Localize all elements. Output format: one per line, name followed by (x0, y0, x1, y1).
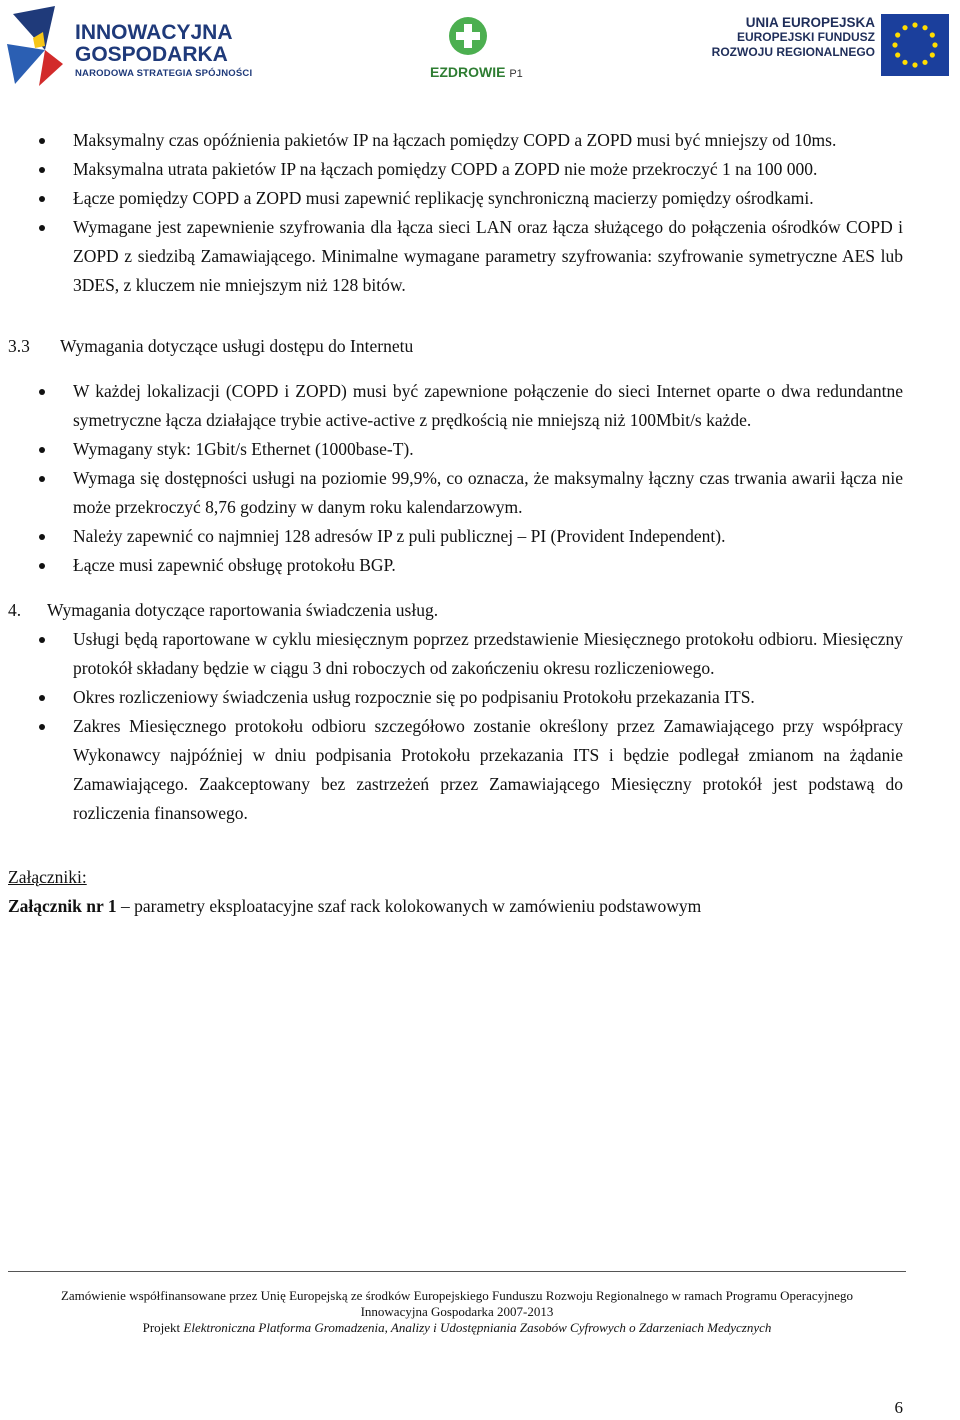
eu-logo-line3: ROZWOJU REGIONALNEGO (711, 45, 875, 59)
list-item (8, 184, 903, 213)
footer-line-2: Innowacyjna Gospodarka 2007-2013 (360, 1304, 554, 1319)
eu-star-icon (895, 52, 900, 57)
list-item-text: Wymagany styk: 1Gbit/s Ethernet (1000base-T). (73, 439, 414, 459)
list-item-text: Łącze pomiędzy COPD a ZOPD musi zapewnić replikację synchroniczną macierzy pomiędzy ośrodkami. (73, 188, 814, 208)
eu-star-icon (895, 32, 900, 37)
eu-logo-line2: EUROPEJSKI FUNDUSZ (736, 30, 875, 44)
eu-erdf-logo (675, 10, 955, 86)
innowacyjna-gospodarka-logo (5, 4, 260, 88)
eu-star-icon (930, 32, 935, 37)
eu-star-icon (922, 25, 927, 30)
eu-star-icon (892, 42, 897, 47)
list-item-text: Maksymalny czas opóźnienia pakietów IP na łączach pomiędzy COPD a ZOPD musi być mniejszy od 10ms. (73, 130, 837, 150)
list-item-text: Usługi będą raportowane w cyklu miesięcznym poprzez przedstawienie Miesięcznego protokołu odbioru. Miesięczny protokół składany będzie w ciągu 3 dni roboczych od zakończeniu okresu rozliczeniowego. (73, 629, 903, 678)
list-item (8, 712, 903, 828)
reporting-requirements-list (8, 625, 903, 828)
attachments-section (8, 863, 903, 921)
section-heading-4 (8, 596, 903, 625)
list-item (8, 213, 903, 300)
bullet-icon (39, 534, 45, 540)
attachment-item (8, 892, 903, 921)
list-item-text: W każdej lokalizacji (COPD i ZOPD) musi być zapewnione połączenie do sieci Internet oparte o dwa redundantne symetryczne łącza działające trybie active-active z prędkością nie mniejszą niż 100Mbit/s każde. (73, 381, 903, 430)
bullet-icon (39, 637, 45, 643)
bullet-icon (39, 724, 45, 730)
bullet-icon (39, 167, 45, 173)
ig-logo-mark-icon (5, 4, 67, 88)
list-item-text: Wymagane jest zapewnienie szyfrowania dla łącza sieci LAN oraz łącza służącego do połączenia ośrodków COPD i ZOPD z siedzibą Zamawiającego. Minimalne wymagane parametry szyfrowania: szyfrowanie symetryczne AES lub 3DES, z kluczem nie mniejszym niż 128 bitów. (73, 217, 903, 295)
eu-star-icon (902, 25, 907, 30)
requirements-list-1 (8, 126, 903, 300)
footer-line-1: Zamówienie współfinansowane przez Unię Europejską ze środków Europejskiego Funduszu Rozwoju Regionalnego w ramach Programu Operacyjnego (60, 1288, 854, 1303)
section-number: 4. (8, 600, 22, 620)
ig-logo-subtitle: NARODOWA STRATEGIA SPÓJNOŚCI (75, 68, 253, 79)
list-item-text: Okres rozliczeniowy świadczenia usług rozpocznie się po podpisaniu Protokołu przekazania ITS. (73, 687, 755, 707)
eu-star-icon (912, 22, 917, 27)
list-item-text: Zakres Miesięcznego protokołu odbioru szczegółowo zostanie określony przez Zamawiającego przy współpracy Wykonawcy najpóźniej w dniu podpisania Protokołu przekazania ITS i będzie podlegał zmianom na żądanie Zamawiającego. Zaakceptowany bez zastrzeżeń przez Zamawiającego Miesięczny protokół jest podstawą do rozliczenia finansowego. (73, 716, 903, 823)
eu-flag-icon (881, 14, 949, 76)
bullet-icon (39, 447, 45, 453)
list-item (8, 551, 903, 580)
list-item (8, 377, 903, 435)
document-body (8, 126, 903, 921)
list-item-text: Należy zapewnić co najmniej 128 adresów IP z puli publicznej – PI (Provident Independent). (73, 526, 726, 546)
list-item (8, 464, 903, 522)
list-item (8, 522, 903, 551)
bullet-icon (39, 695, 45, 701)
list-item-text: Maksymalna utrata pakietów IP na łączach pomiędzy COPD a ZOPD nie może przekroczyć 1 na 100 000. (73, 159, 818, 179)
ezdrowie-logo-name: EZDROWIE (430, 64, 506, 80)
bullet-icon (39, 476, 45, 482)
eu-star-icon (922, 60, 927, 65)
page-header (0, 0, 960, 95)
list-item (8, 435, 903, 464)
eu-star-icon (930, 52, 935, 57)
section-title: Wymagania dotyczące usługi dostępu do Internetu (60, 336, 414, 356)
section-heading-3-3 (8, 332, 903, 361)
bullet-icon (39, 225, 45, 231)
internet-requirements-list (8, 377, 903, 580)
section-title: Wymagania dotyczące raportowania świadczenia usług. (47, 600, 439, 620)
list-item (8, 683, 903, 712)
page-footer (8, 1288, 906, 1336)
ig-logo-line2: GOSPODARKA (75, 43, 228, 66)
ezdrowie-logo (420, 14, 540, 84)
list-item (8, 625, 903, 683)
attachment-label: Załącznik nr 1 (8, 896, 117, 916)
section-number: 3.3 (8, 336, 30, 356)
footer-project-prefix: Projekt (142, 1320, 181, 1335)
ig-logo-line1: INNOWACYJNA (75, 21, 233, 44)
page-number: 6 (894, 1398, 903, 1417)
footer-divider (8, 1271, 906, 1272)
list-item-text: Wymaga się dostępności usługi na poziomie 99,9%, co oznacza, że maksymalny łączny czas trwania awarii łącza nie może przekroczyć 8,76 godziny w danym roku kalendarzowym. (73, 468, 903, 517)
bullet-icon (39, 138, 45, 144)
bullet-icon (39, 389, 45, 395)
bullet-icon (39, 563, 45, 569)
attachment-text: – parametry eksploatacyjne szaf rack kolokowanych w zamówieniu podstawowym (116, 896, 702, 916)
list-item-text: Łącze musi zapewnić obsługę protokołu BGP. (73, 555, 396, 575)
ezdrowie-logo-suffix: P1 (509, 68, 523, 80)
list-item (8, 126, 903, 155)
eu-star-icon (902, 60, 907, 65)
ezdrowie-cross-icon (448, 14, 508, 60)
bullet-icon (39, 196, 45, 202)
eu-star-icon (912, 62, 917, 67)
eu-star-icon (932, 42, 937, 47)
list-item (8, 155, 903, 184)
footer-project-name: Elektroniczna Platforma Gromadzenia, Analizy i Udostępniania Zasobów Cyfrowych o Zdarzeniach Medycznych (180, 1320, 772, 1335)
eu-logo-line1: UNIA EUROPEJSKA (745, 15, 875, 30)
attachments-title: Załączniki: (8, 867, 87, 887)
footer-line-3 (8, 1320, 906, 1336)
